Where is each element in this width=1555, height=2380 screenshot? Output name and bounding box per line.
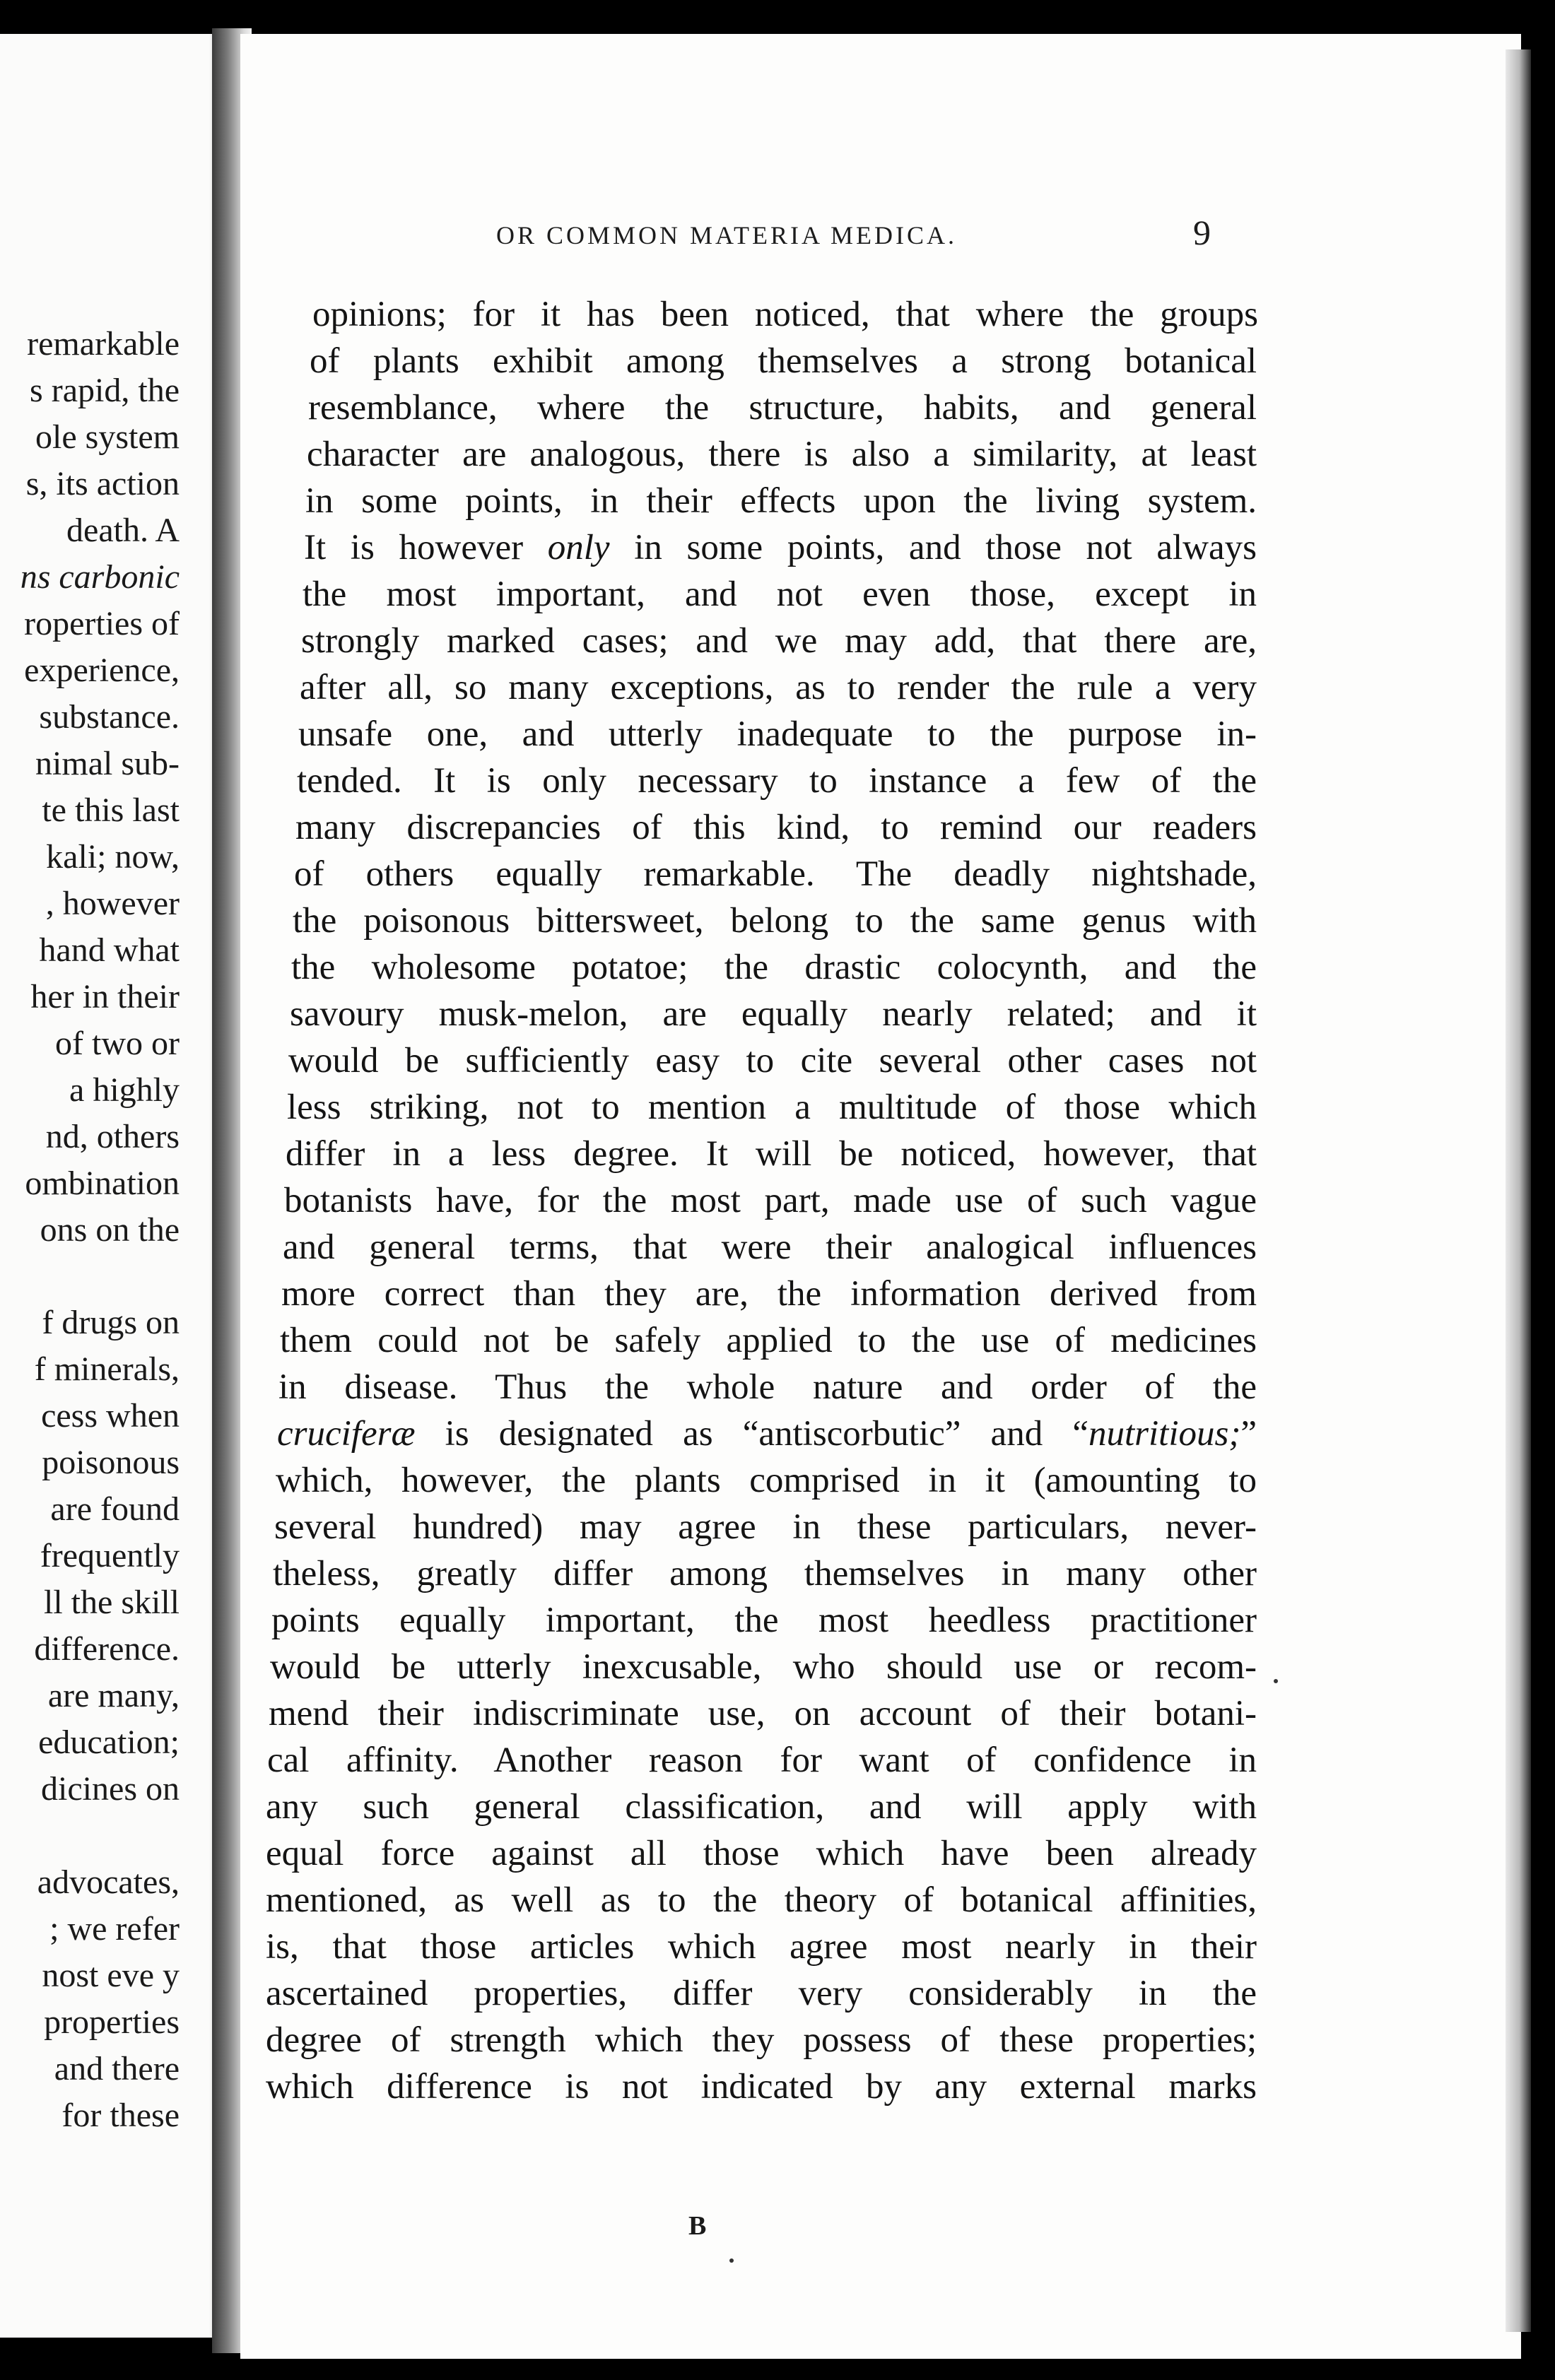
text-line: mentioned, as well as to the theory of botanical affinities,	[266, 1880, 1257, 1920]
left-page-line: nost eve y	[42, 1957, 180, 1994]
left-page-line: te this last	[42, 791, 180, 829]
left-page-line: are many,	[47, 1677, 180, 1714]
text-line: them could not be safely applied to the use of medicines	[280, 1321, 1257, 1360]
left-page-line: poisonous	[42, 1444, 180, 1481]
left-page-line: of two or	[55, 1025, 180, 1062]
page-edge-shadow	[1506, 49, 1531, 2332]
text-line: degree of strength which they possess of these properties;	[266, 2020, 1257, 2060]
text-line: unsafe one, and utterly inadequate to the purpose in-	[298, 714, 1257, 754]
text-line: would be sufficiently easy to cite several other cases not	[288, 1041, 1257, 1080]
text-line: resemblance, where the structure, habits, and general	[308, 388, 1257, 428]
paper-speck	[1274, 1679, 1278, 1683]
text-line: the wholesome potatoe; the drastic colocynth, and the	[291, 948, 1257, 987]
left-page-line: advocates,	[37, 1863, 180, 1901]
left-page-line: ombination	[25, 1165, 180, 1202]
text-line: savoury musk-melon, are equally nearly related; and it	[290, 994, 1257, 1034]
text-line: in disease. Thus the whole nature and order of the	[278, 1367, 1257, 1407]
text-line: points equally important, the most heedless practitioner	[271, 1601, 1257, 1640]
left-page-line: cess when	[41, 1397, 180, 1435]
text-line: cal affinity. Another reason for want of confidence in	[267, 1740, 1257, 1780]
page-number: 9	[1193, 213, 1211, 252]
text-line: more correct than they are, the information derived from	[281, 1274, 1257, 1314]
text-line: cruciferæ is designated as “antiscorbutic” and “nutritious;”	[277, 1414, 1257, 1454]
text-line: equal force against all those which have been already	[266, 1834, 1257, 1873]
left-page-line: roperties of	[24, 605, 180, 642]
left-page-line: nd, others	[45, 1118, 180, 1155]
left-page-line: f minerals,	[34, 1350, 180, 1388]
left-page-line: ; we refer	[49, 1910, 180, 1948]
paper-speck	[729, 2258, 734, 2263]
text-line: which, however, the plants comprised in it (amounting to	[276, 1461, 1257, 1500]
left-page-line: f drugs on	[42, 1304, 180, 1341]
left-page-line: ns carbonic	[20, 558, 180, 596]
left-page-line: education;	[38, 1724, 180, 1761]
left-page-line: remarkable	[27, 325, 180, 363]
running-head: OR COMMON MATERIA MEDICA.	[496, 221, 958, 249]
text-line: is, that those articles which agree most nearly in their	[266, 1927, 1257, 1967]
text-line: of others equally remarkable. The deadly nightshade,	[294, 854, 1257, 894]
left-page-line: for these	[61, 2097, 180, 2134]
book-page-right	[240, 34, 1521, 2359]
text-line: botanists have, for the most part, made use of such vague	[284, 1181, 1257, 1220]
text-line: less striking, not to mention a multitude of those which	[287, 1088, 1257, 1127]
text-line: theless, greatly differ among themselves in many other	[273, 1554, 1257, 1593]
left-page-line: her in their	[30, 978, 180, 1015]
text-line: opinions; for it has been noticed, that where the groups	[312, 295, 1258, 334]
left-page-line: experience,	[24, 652, 180, 689]
left-page-line: ole system	[35, 418, 180, 456]
left-page-line: substance.	[39, 698, 180, 736]
left-page-line: hand what	[39, 931, 180, 969]
text-line: It is however only in some points, and those not always	[304, 528, 1257, 567]
text-line: many discrepancies of this kind, to remind our readers	[295, 808, 1257, 847]
left-page-line: frequently	[40, 1537, 180, 1574]
text-line: and general terms, that were their analogical influences	[283, 1227, 1257, 1267]
text-line: differ in a less degree. It will be noticed, however, that	[286, 1134, 1257, 1174]
left-page-line: and there	[54, 2050, 180, 2087]
left-page-line: s rapid, the	[30, 372, 180, 409]
left-page-line: a highly	[69, 1071, 180, 1109]
left-page-line: ll the skill	[44, 1584, 180, 1621]
left-page-line: difference.	[34, 1630, 180, 1668]
text-line: character are analogous, there is also a similarity, at least	[307, 435, 1257, 474]
left-page-line: dicines on	[41, 1770, 180, 1808]
left-page-line: nimal sub-	[35, 745, 180, 782]
signature-mark: B	[688, 2211, 707, 2241]
text-line: ascertained properties, differ very considerably in the	[266, 1974, 1257, 2013]
text-line: the poisonous bittersweet, belong to the same genus with	[293, 901, 1257, 941]
text-line: mend their indiscriminate use, on account of their botani-	[269, 1694, 1257, 1733]
text-line: any such general classification, and will apply with	[266, 1787, 1257, 1827]
text-line: of plants exhibit among themselves a strong botanical	[310, 341, 1257, 381]
left-page-line: kali; now,	[46, 838, 180, 876]
text-line: which difference is not indicated by any external marks	[266, 2067, 1257, 2107]
text-line: several hundred) may agree in these particulars, never-	[274, 1507, 1257, 1547]
left-page-line: death. A	[66, 512, 180, 549]
text-line: tended. It is only necessary to instance a few of the	[297, 761, 1257, 801]
text-line: in some points, in their effects upon the living system.	[305, 481, 1257, 521]
left-page-line: properties	[44, 2003, 180, 2041]
text-line: the most important, and not even those, except in	[303, 575, 1257, 614]
left-page-line: are found	[50, 1490, 180, 1528]
left-page-line: ons on the	[40, 1211, 180, 1249]
text-line: would be utterly inexcusable, who should use or recom-	[270, 1647, 1257, 1687]
text-line: strongly marked cases; and we may add, that there are,	[301, 621, 1257, 661]
left-page-line: s, its action	[25, 465, 180, 502]
left-page-line: , however	[45, 885, 180, 922]
text-line: after all, so many exceptions, as to render the rule a very	[300, 668, 1257, 707]
